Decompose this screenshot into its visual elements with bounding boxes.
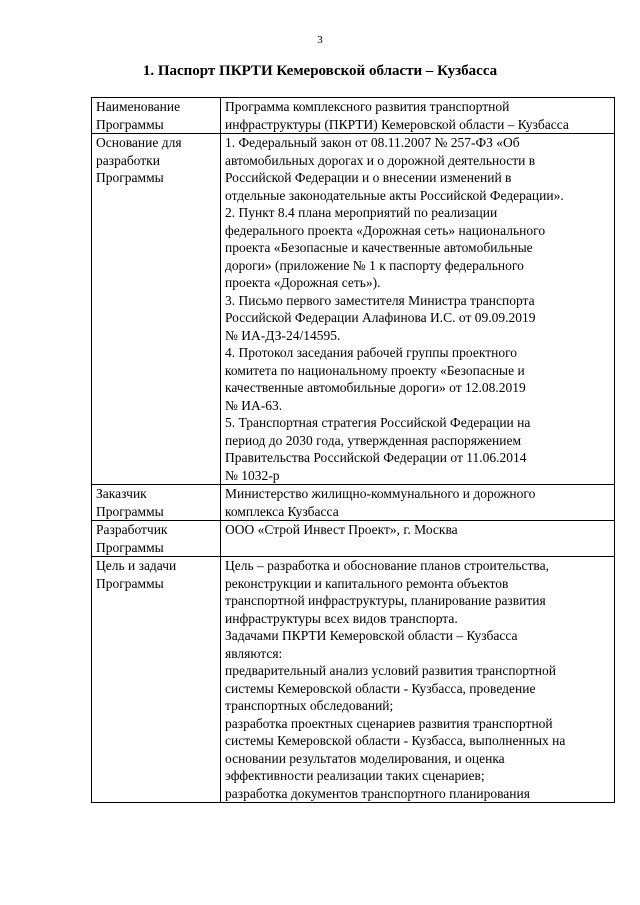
value-line: 5. Транспортная стратегия Российской Федерации на [225, 415, 531, 430]
value-line: Правительства Российской Федерации от 11.06.2014 [225, 450, 527, 465]
label-line: Программы [96, 170, 164, 185]
value-line: отдельные законодательные акты Российской Федерации». [225, 187, 564, 203]
table-row-program-name [92, 98, 615, 134]
value-line: Задачами ПКРТИ Кемеровской области – Кузбасса [225, 628, 518, 643]
row-label [92, 134, 221, 485]
value-line: Программа комплексного развития транспортной [225, 99, 510, 114]
value-line: период до 2030 года, утвержденная распоряжением [225, 432, 522, 448]
value-line: инфраструктуры (ПКРТИ) Кемеровской области – Кузбасса [225, 116, 569, 132]
label-line: Наименование [96, 99, 181, 114]
row-label [92, 98, 221, 134]
table-row-goals [92, 557, 615, 803]
value-line: системы Кемеровской области - Кузбасса, проведение [225, 680, 536, 696]
label-line: разработки [96, 152, 160, 168]
value-line: системы Кемеровской области - Кузбасса, выполненных на [225, 733, 566, 748]
row-value [221, 485, 615, 521]
value-line: предварительный анализ условий развития транспортной [225, 663, 556, 678]
value-line: реконструкции и капитального ремонта объектов [225, 575, 509, 591]
value-line: 2. Пункт 8.4 плана мероприятий по реализации [225, 205, 498, 220]
value-line: № ИА-63. [225, 397, 283, 413]
value-line: № ИА-ДЗ-24/14595. [225, 327, 341, 343]
row-value [221, 134, 615, 485]
value-line: дороги» (приложение № 1 к паспорту федерального [225, 257, 524, 273]
value-line: являются: [225, 645, 283, 661]
table-row-customer [92, 485, 615, 521]
label-line: Заказчик [96, 486, 147, 501]
value-line: инфраструктуры всех видов транспорта. [225, 610, 458, 626]
value-line: проекта «Дорожная сеть»). [225, 275, 381, 290]
value-line: федерального проекта «Дорожная сеть» национального [225, 222, 546, 238]
value-line: 4. Протокол заседания рабочей группы проектного [225, 345, 518, 360]
label-line: Программы [96, 503, 164, 519]
value-line: 3. Письмо первого заместителя Министра транспорта [225, 292, 535, 308]
row-value [221, 521, 615, 557]
passport-table [91, 97, 615, 803]
value-line: комплекса Кузбасса [225, 503, 339, 519]
label-line: Программы [96, 116, 164, 132]
label-line: Разработчик [96, 522, 168, 537]
value-line: качественные автомобильные дороги» от 12.08.2019 [225, 380, 526, 395]
value-line: Цель – разработка и обоснование планов строительства, [225, 558, 549, 573]
value-line: ООО «Строй Инвест Проект», г. Москва [225, 522, 458, 537]
label-line: Программы [96, 575, 164, 591]
value-line: комитета по национальному проекту «Безопасные и [225, 362, 525, 378]
value-line: Российской Федерации Алафинова И.С. от 09.09.2019 [225, 310, 536, 325]
table-row-legal-basis [92, 134, 615, 485]
value-line: эффективности реализации таких сценариев; [225, 768, 485, 783]
page-number: 3 [317, 34, 323, 46]
value-line: автомобильных дорогах и о дорожной деятельности в [225, 152, 536, 168]
value-line: основании результатов моделирования, и оценка [225, 750, 505, 766]
value-line: № 1032-р [225, 467, 280, 483]
label-line: Программы [96, 539, 164, 555]
value-line: разработка документов транспортного планирования [225, 785, 530, 801]
row-label [92, 485, 221, 521]
row-label [92, 521, 221, 557]
label-line: Цель и задачи [96, 558, 177, 573]
row-value [221, 557, 615, 803]
label-line: Основание для [96, 135, 182, 150]
value-line: разработка проектных сценариев развития транспортной [225, 715, 553, 731]
value-line: 1. Федеральный закон от 08.11.2007 № 257-ФЗ «Об [225, 135, 520, 150]
row-label [92, 557, 221, 803]
page-title: 1. Паспорт ПКРТИ Кемеровской области – Кузбасса [142, 63, 498, 79]
row-value [221, 98, 615, 134]
value-line: транспортной инфраструктуры, планирование развития [225, 593, 546, 608]
value-line: Министерство жилищно-коммунального и дорожного [225, 486, 536, 501]
value-line: транспортных обследований; [225, 698, 394, 713]
table-row-developer [92, 521, 615, 557]
value-line: проекта «Безопасные и качественные автомобильные [225, 240, 533, 255]
value-line: Российской Федерации и о внесении изменений в [225, 170, 512, 185]
